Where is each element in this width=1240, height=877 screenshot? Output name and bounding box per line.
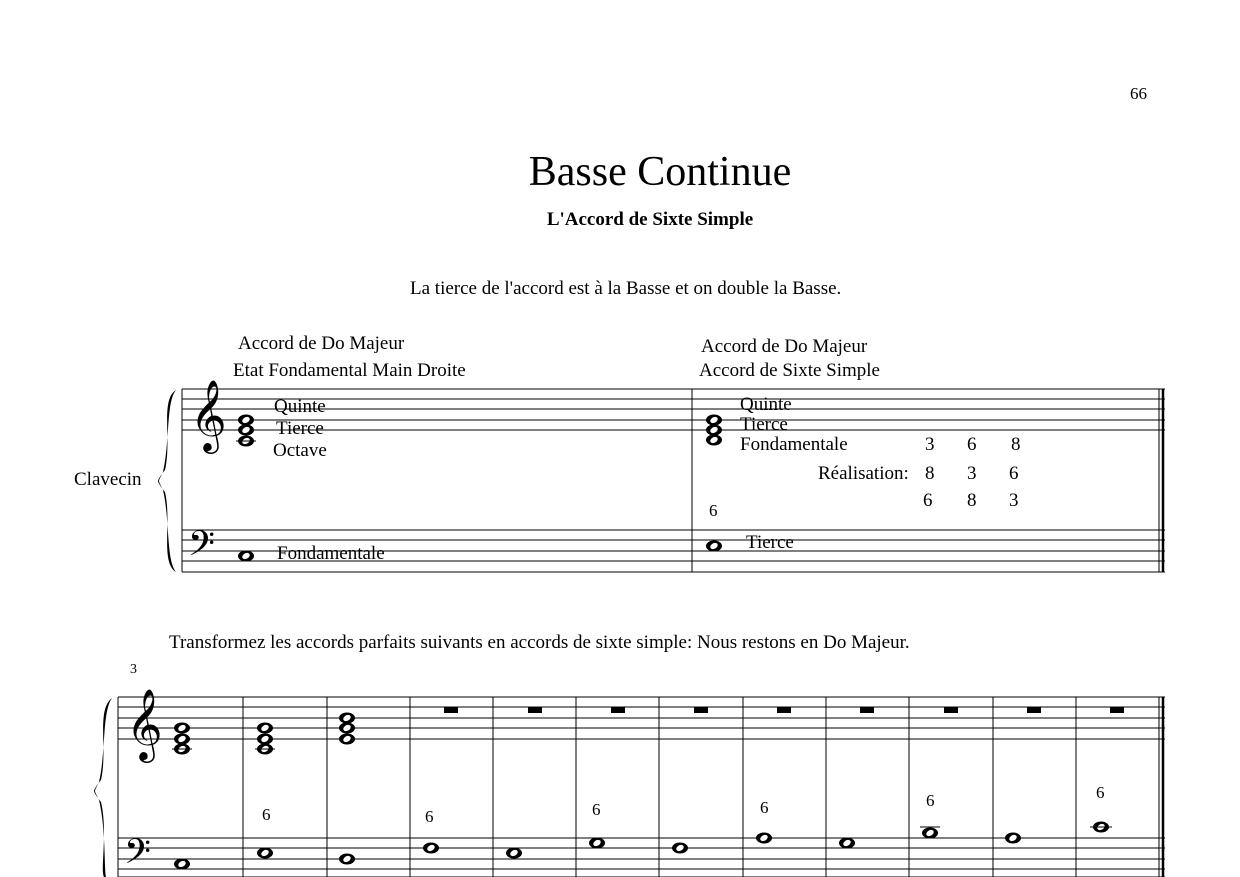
m2-label-fondamentale: Fondamentale [740, 434, 848, 455]
exercise-chord-3 [339, 713, 355, 745]
exercise-figure-3: 6 [592, 800, 601, 819]
system-2 [118, 697, 1165, 877]
m2-heading-1: Accord de Do Majeur [701, 336, 868, 357]
whole-rest [1110, 707, 1124, 713]
realisation-r1c3: 8 [1011, 434, 1021, 455]
exercise-figure-2: 6 [425, 807, 434, 826]
exercise-figure-5: 6 [926, 791, 935, 810]
system-2-bass-staff [118, 838, 1165, 877]
realisation-label: Réalisation: [818, 463, 909, 484]
bass-note [174, 859, 190, 870]
bass-note [423, 843, 439, 854]
m2-bass-label: Tierce [746, 532, 794, 553]
whole-rest [611, 707, 625, 713]
realisation-r2c2: 3 [967, 463, 977, 484]
exercise-figure-4: 6 [760, 798, 769, 817]
exercise-chord-2 [255, 723, 275, 755]
treble-clef-icon-2: 𝄞 [126, 687, 163, 760]
whole-rest [777, 707, 791, 713]
system-2-treble-staff [118, 697, 1165, 739]
bass-note [339, 854, 355, 865]
m1-label-tierce: Tierce [276, 418, 324, 439]
bass-note [920, 827, 940, 839]
bass-note [506, 848, 522, 859]
bass-note [589, 838, 605, 849]
m1-label-quinte: Quinte [274, 396, 326, 417]
whole-rest [860, 707, 874, 713]
page-title: Basse Continue [528, 149, 792, 195]
brace-1 [158, 390, 176, 572]
exercise-treble-chords [172, 713, 355, 755]
m1-bass-label: Fondamentale [277, 543, 385, 564]
exercise-instruction: Transformez les accords parfaits suivants en accords de sixte simple: Nous restons en Do Majeur. [169, 632, 910, 653]
realisation-r3c2: 8 [967, 490, 977, 511]
system-1-bass-staff [182, 530, 1165, 572]
whole-rest [528, 707, 542, 713]
realisation-r2c1: 8 [925, 463, 935, 484]
bass-note [257, 848, 273, 859]
realisation-r3c3: 3 [1009, 490, 1019, 511]
m2-label-quinte: Quinte [740, 394, 792, 415]
instrument-name: Clavecin [74, 469, 142, 490]
m2-label-tierce: Tierce [740, 414, 788, 435]
m1-treble-chord [236, 415, 256, 447]
m2-figure: 6 [709, 501, 718, 520]
m1-label-octave: Octave [273, 440, 327, 461]
m2-heading-2: Accord de Sixte Simple [699, 360, 880, 381]
whole-rest [1027, 707, 1041, 713]
brace-2 [94, 698, 112, 877]
exercise-figure-6: 6 [1096, 783, 1105, 802]
rule-statement: La tierce de l'accord est à la Basse et on double la Basse. [410, 278, 842, 299]
whole-rest [444, 707, 458, 713]
system-1 [182, 389, 1165, 572]
whole-rests [444, 707, 1124, 713]
bass-clef-icon: 𝄢 [188, 523, 216, 572]
exercise-figure-1: 6 [262, 805, 271, 824]
whole-rest [694, 707, 708, 713]
page-number: 66 [1130, 84, 1147, 103]
realisation-r1c1: 3 [925, 434, 935, 455]
exercise-bass-notes [174, 822, 1112, 870]
realisation-r3c1: 6 [923, 490, 933, 511]
bass-note [672, 843, 688, 854]
m1-heading-1: Accord de Do Majeur [238, 333, 405, 354]
system-2-barlines [118, 697, 1163, 877]
bass-note [1005, 833, 1021, 844]
measure-number: 3 [130, 662, 137, 677]
m1-bass-note [238, 551, 254, 562]
bass-note [1090, 822, 1112, 833]
bass-note [756, 833, 772, 844]
system-1-treble-staff [182, 389, 1165, 430]
bass-note [839, 838, 855, 849]
realisation-r2c3: 6 [1009, 463, 1019, 484]
whole-rest [944, 707, 958, 713]
bass-clef-icon-2: 𝄢 [124, 831, 152, 877]
m2-bass-note [706, 541, 722, 552]
page-subtitle: L'Accord de Sixte Simple [546, 209, 754, 230]
realisation-r1c2: 6 [967, 434, 977, 455]
m1-heading-2: Etat Fondamental Main Droite [233, 360, 466, 381]
m2-treble-chord [706, 415, 722, 446]
treble-clef-icon: 𝄞 [190, 378, 227, 451]
exercise-chord-1 [172, 723, 192, 755]
